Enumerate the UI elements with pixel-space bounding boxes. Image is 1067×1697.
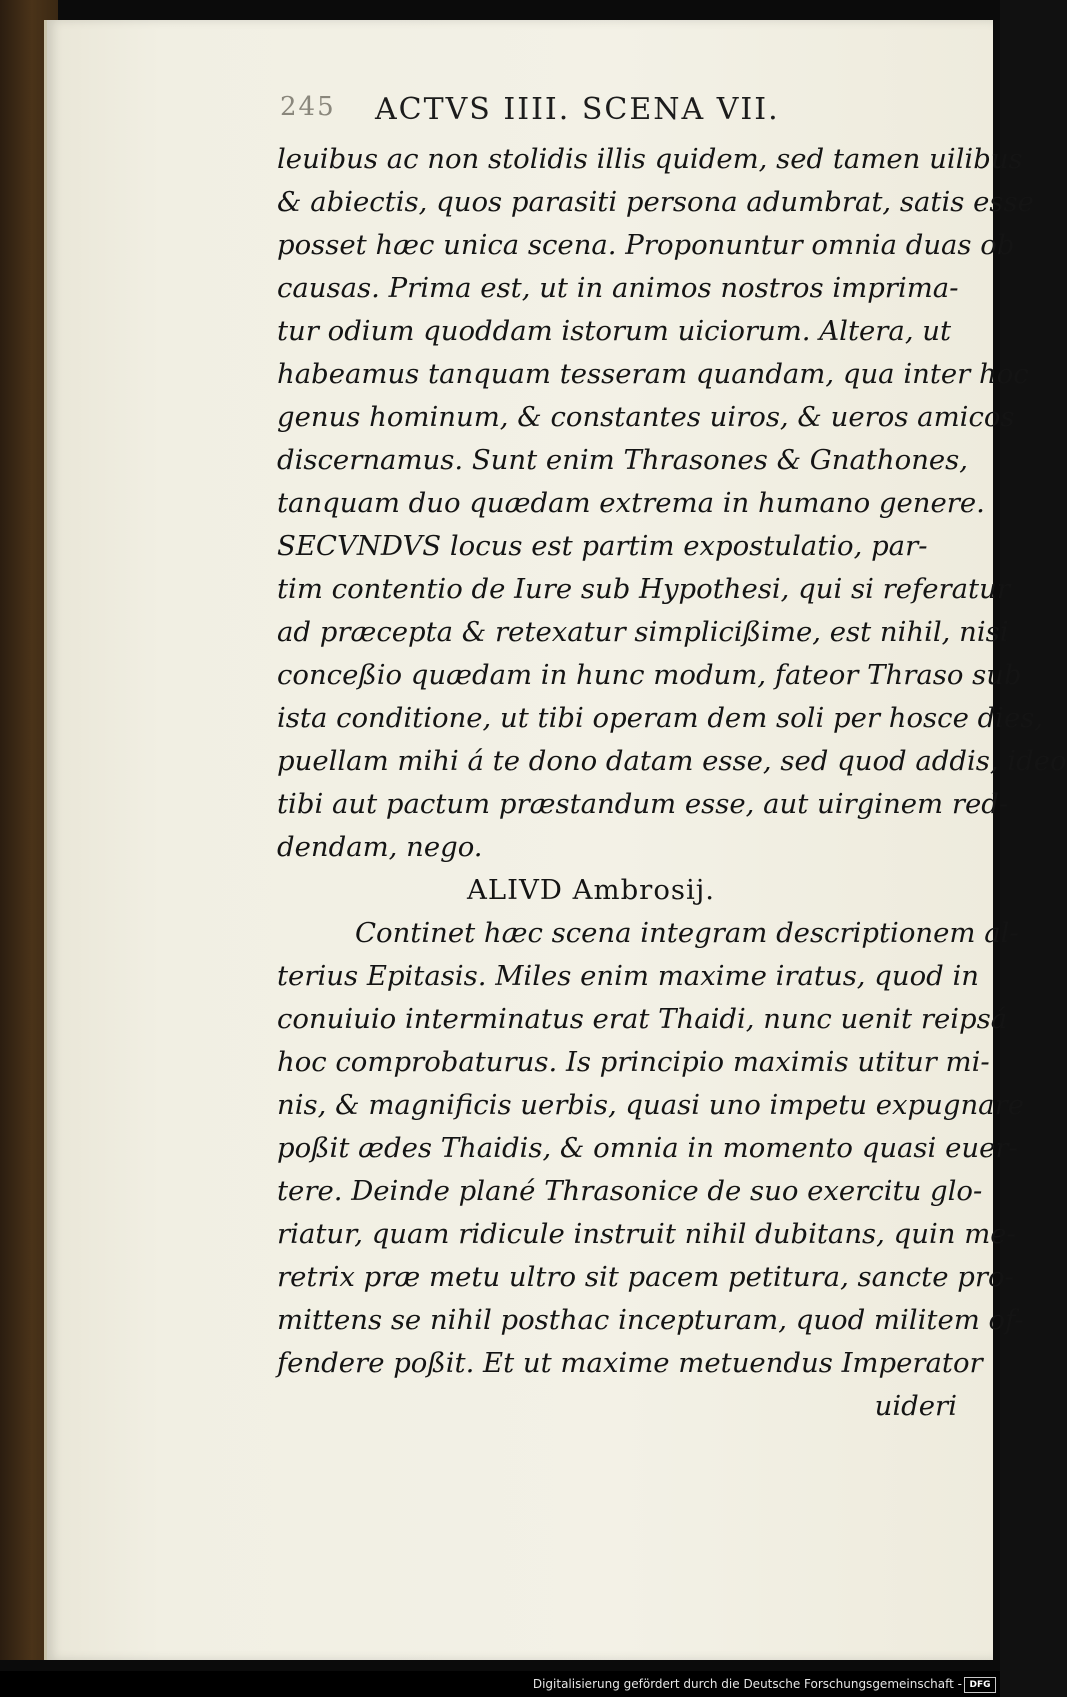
catchword: uideri	[874, 1390, 957, 1422]
text-line: habeamus tanquam tesseram quandam, qua inter hoc	[277, 358, 1029, 390]
dfg-logo: DFG	[964, 1677, 996, 1693]
text-line: tim contentio de Iure sub Hypothesi, qui si referatur	[277, 573, 1010, 605]
funding-credit: Digitalisierung gefördert durch die Deutsche Forschungsgemeinschaft -	[532, 1677, 962, 1691]
text-line: mittens se nihil posthac incepturam, quod militem of-	[277, 1304, 1024, 1336]
text-line: SECVNDVS locus est partim expostulatio, par-	[277, 530, 928, 562]
text-line: hoc comprobaturus. Is principio maximis utitur mi-	[277, 1046, 990, 1078]
text-line: genus hominum, & constantes uiros, & ueros amicos	[277, 401, 1015, 433]
page-header	[0, 92, 1000, 132]
text-line: tur odium quoddam istorum uiciorum. Altera, ut	[277, 315, 952, 347]
text-line: tibi aut pactum præstandum esse, aut uirginem red-	[277, 788, 1009, 820]
page-number: 245	[280, 92, 336, 122]
text-line: terius Epitasis. Miles enim maxime iratus, quod in	[277, 960, 980, 992]
text-line: fendere poßit. Et ut maxime metuendus Imperator	[277, 1347, 983, 1379]
text-line: poßit ædes Thaidis, & omnia in momento quasi euer-	[277, 1132, 1018, 1164]
text-line: causas. Prima est, ut in animos nostros imprima-	[277, 272, 959, 304]
running-title: ACTVS IIII. SCENA VII.	[375, 92, 780, 127]
text-line: tanquam duo quædam extrema in humano genere.	[277, 487, 985, 519]
section-heading: ALIVD Ambrosij.	[467, 874, 716, 906]
text-line: conceßio quædam in hunc modum, fateor Thraso sub	[277, 659, 1022, 691]
text-line: tere. Deinde plané Thrasonice de suo exercitu glo-	[277, 1175, 983, 1207]
text-line: nis, & magnificis uerbis, quasi uno impetu expugnare	[277, 1089, 1024, 1121]
text-line: leuibus ac non stolidis illis quidem, sed tamen uilibus	[277, 143, 1023, 175]
text-line: dendam, nego.	[277, 831, 483, 863]
text-line: conuiuio interminatus erat Thaidi, nunc uenit reipsá	[277, 1003, 1008, 1035]
text-line: ista conditione, ut tibi operam dem soli per hosce dies,	[277, 702, 1044, 734]
text-line: riatur, quam ridicule instruit nihil dubitans, quin me-	[277, 1218, 1016, 1250]
text-line: Continet hæc scena integram descriptionem al-	[355, 917, 1019, 949]
page-body	[277, 138, 1067, 1428]
text-line: puellam mihi á te dono datam esse, sed quod addis, ideo	[277, 745, 1067, 777]
digitization-footer	[0, 1671, 1000, 1697]
text-line: ad præcepta & retexatur simplicißime, est nihil, nisi	[277, 616, 1009, 648]
text-line: discernamus. Sunt enim Thrasones & Gnathones,	[277, 444, 969, 476]
text-line: & abiectis, quos parasiti persona adumbrat, satis esse	[277, 186, 1034, 218]
text-line: posset hæc unica scena. Proponuntur omnia duas ob	[277, 229, 1015, 261]
text-line: retrix præ metu ultro sit pacem petitura, sancte pro-	[277, 1261, 1014, 1293]
